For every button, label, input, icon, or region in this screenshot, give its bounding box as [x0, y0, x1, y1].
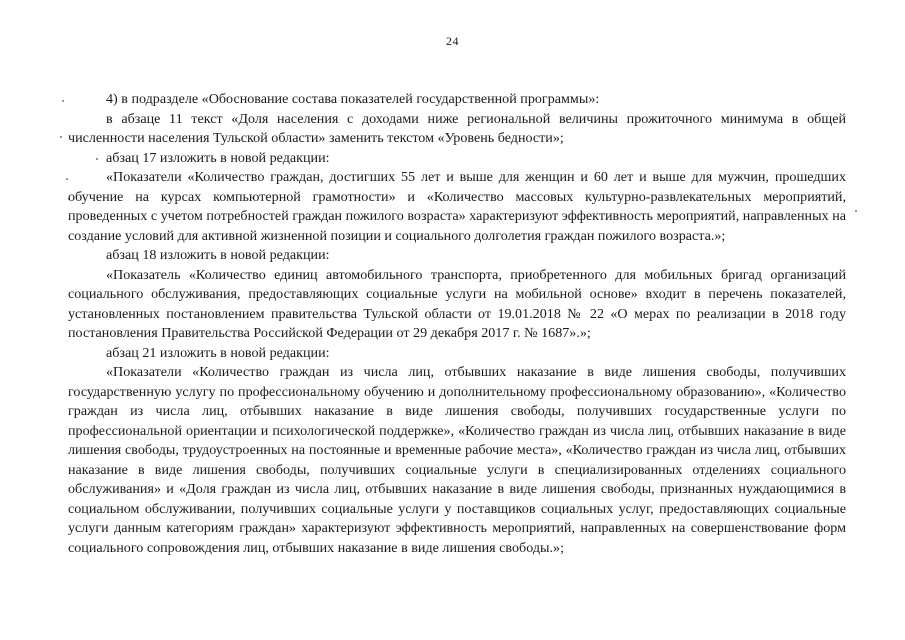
paragraph-abzac-17-text: «Показатели «Количество граждан, достигших 55 лет и выше для женщин и 60 лет и выше для мужчин, прошедших обучение на курсах компьютерной грамотности» и «Количество массовых культурно-развлекательных мероприятий, проведенных с учетом потребностей граждан пожилого возраста» характеризуют эффективность мероприятий, направленных на создание условий для активной жизненной позиции и социального долголетия граждан пожилого возраста.»;: [68, 169, 846, 244]
paragraph-abzac-17-intro: абзац 17 изложить в новой редакции:: [106, 149, 330, 166]
document-body: [68, 90, 846, 558]
page-number: 24: [446, 34, 459, 48]
paragraph-abzac-11: в абзаце 11 текст «Доля населения с доходами ниже региональной величины прожиточного минимума в общей численности населения Тульской области» заменить текстом «Уровень бедности»;: [68, 110, 846, 146]
scan-speck: [62, 100, 64, 102]
paragraph-abzac-21-text: «Показатели «Количество граждан из числа лиц, отбывших наказание в виде лишения свободы, получивших государственную услугу по профессиональному обучению и дополнительному профессиональному образованию», «Количество граждан из числа лиц, отбывших наказание в виде лишения свободы, получивших государственные услуги по профессиональной ориентации и психологической поддержке», «Количество граждан из числа лиц, отбывших наказание в виде лишения свободы, трудоустроенных на постоянные и временные рабочие места», «Количество граждан из числа лиц, отбывших наказание в виде лишения свободы, получивших социальные услуги в специализированных отделениях социального обслуживания» и «Доля граждан из числа лиц, отбывших наказание в виде лишения свободы, признанных нуждающимися в социальном обслуживании, получивших социальные услуги у поставщиков социальных услуг, предоставляющих социальные услуги данным категориям граждан» характеризуют эффективность мероприятий, направленных на совершенствование форм социального сопровождения лиц, отбывших наказание в виде лишения свободы.»;: [68, 364, 846, 556]
paragraph-abzac-18-text: «Показатель «Количество единиц автомобильного транспорта, приобретенного для мобильных бригад организаций социального обслуживания, предоставляющих социальные услуги на мобильной основе» входит в перечень показателей, установленных постановлением правительства Тульской области от 19.01.2018 № 22 «О мерах по реализации в 2018 году постановления Правительства Российской Федерации от 29 декабря 2017 г. № 1687».»;: [68, 266, 846, 341]
paragraph-abzac-21-intro: абзац 21 изложить в новой редакции:: [106, 344, 330, 361]
scan-speck: [855, 210, 857, 212]
scan-speck: [60, 136, 62, 138]
paragraph-subsection-heading: 4) в подразделе «Обоснование состава показателей государственной программы»:: [106, 91, 600, 107]
paragraph-abzac-18-intro: абзац 18 изложить в новой редакции:: [106, 247, 330, 263]
